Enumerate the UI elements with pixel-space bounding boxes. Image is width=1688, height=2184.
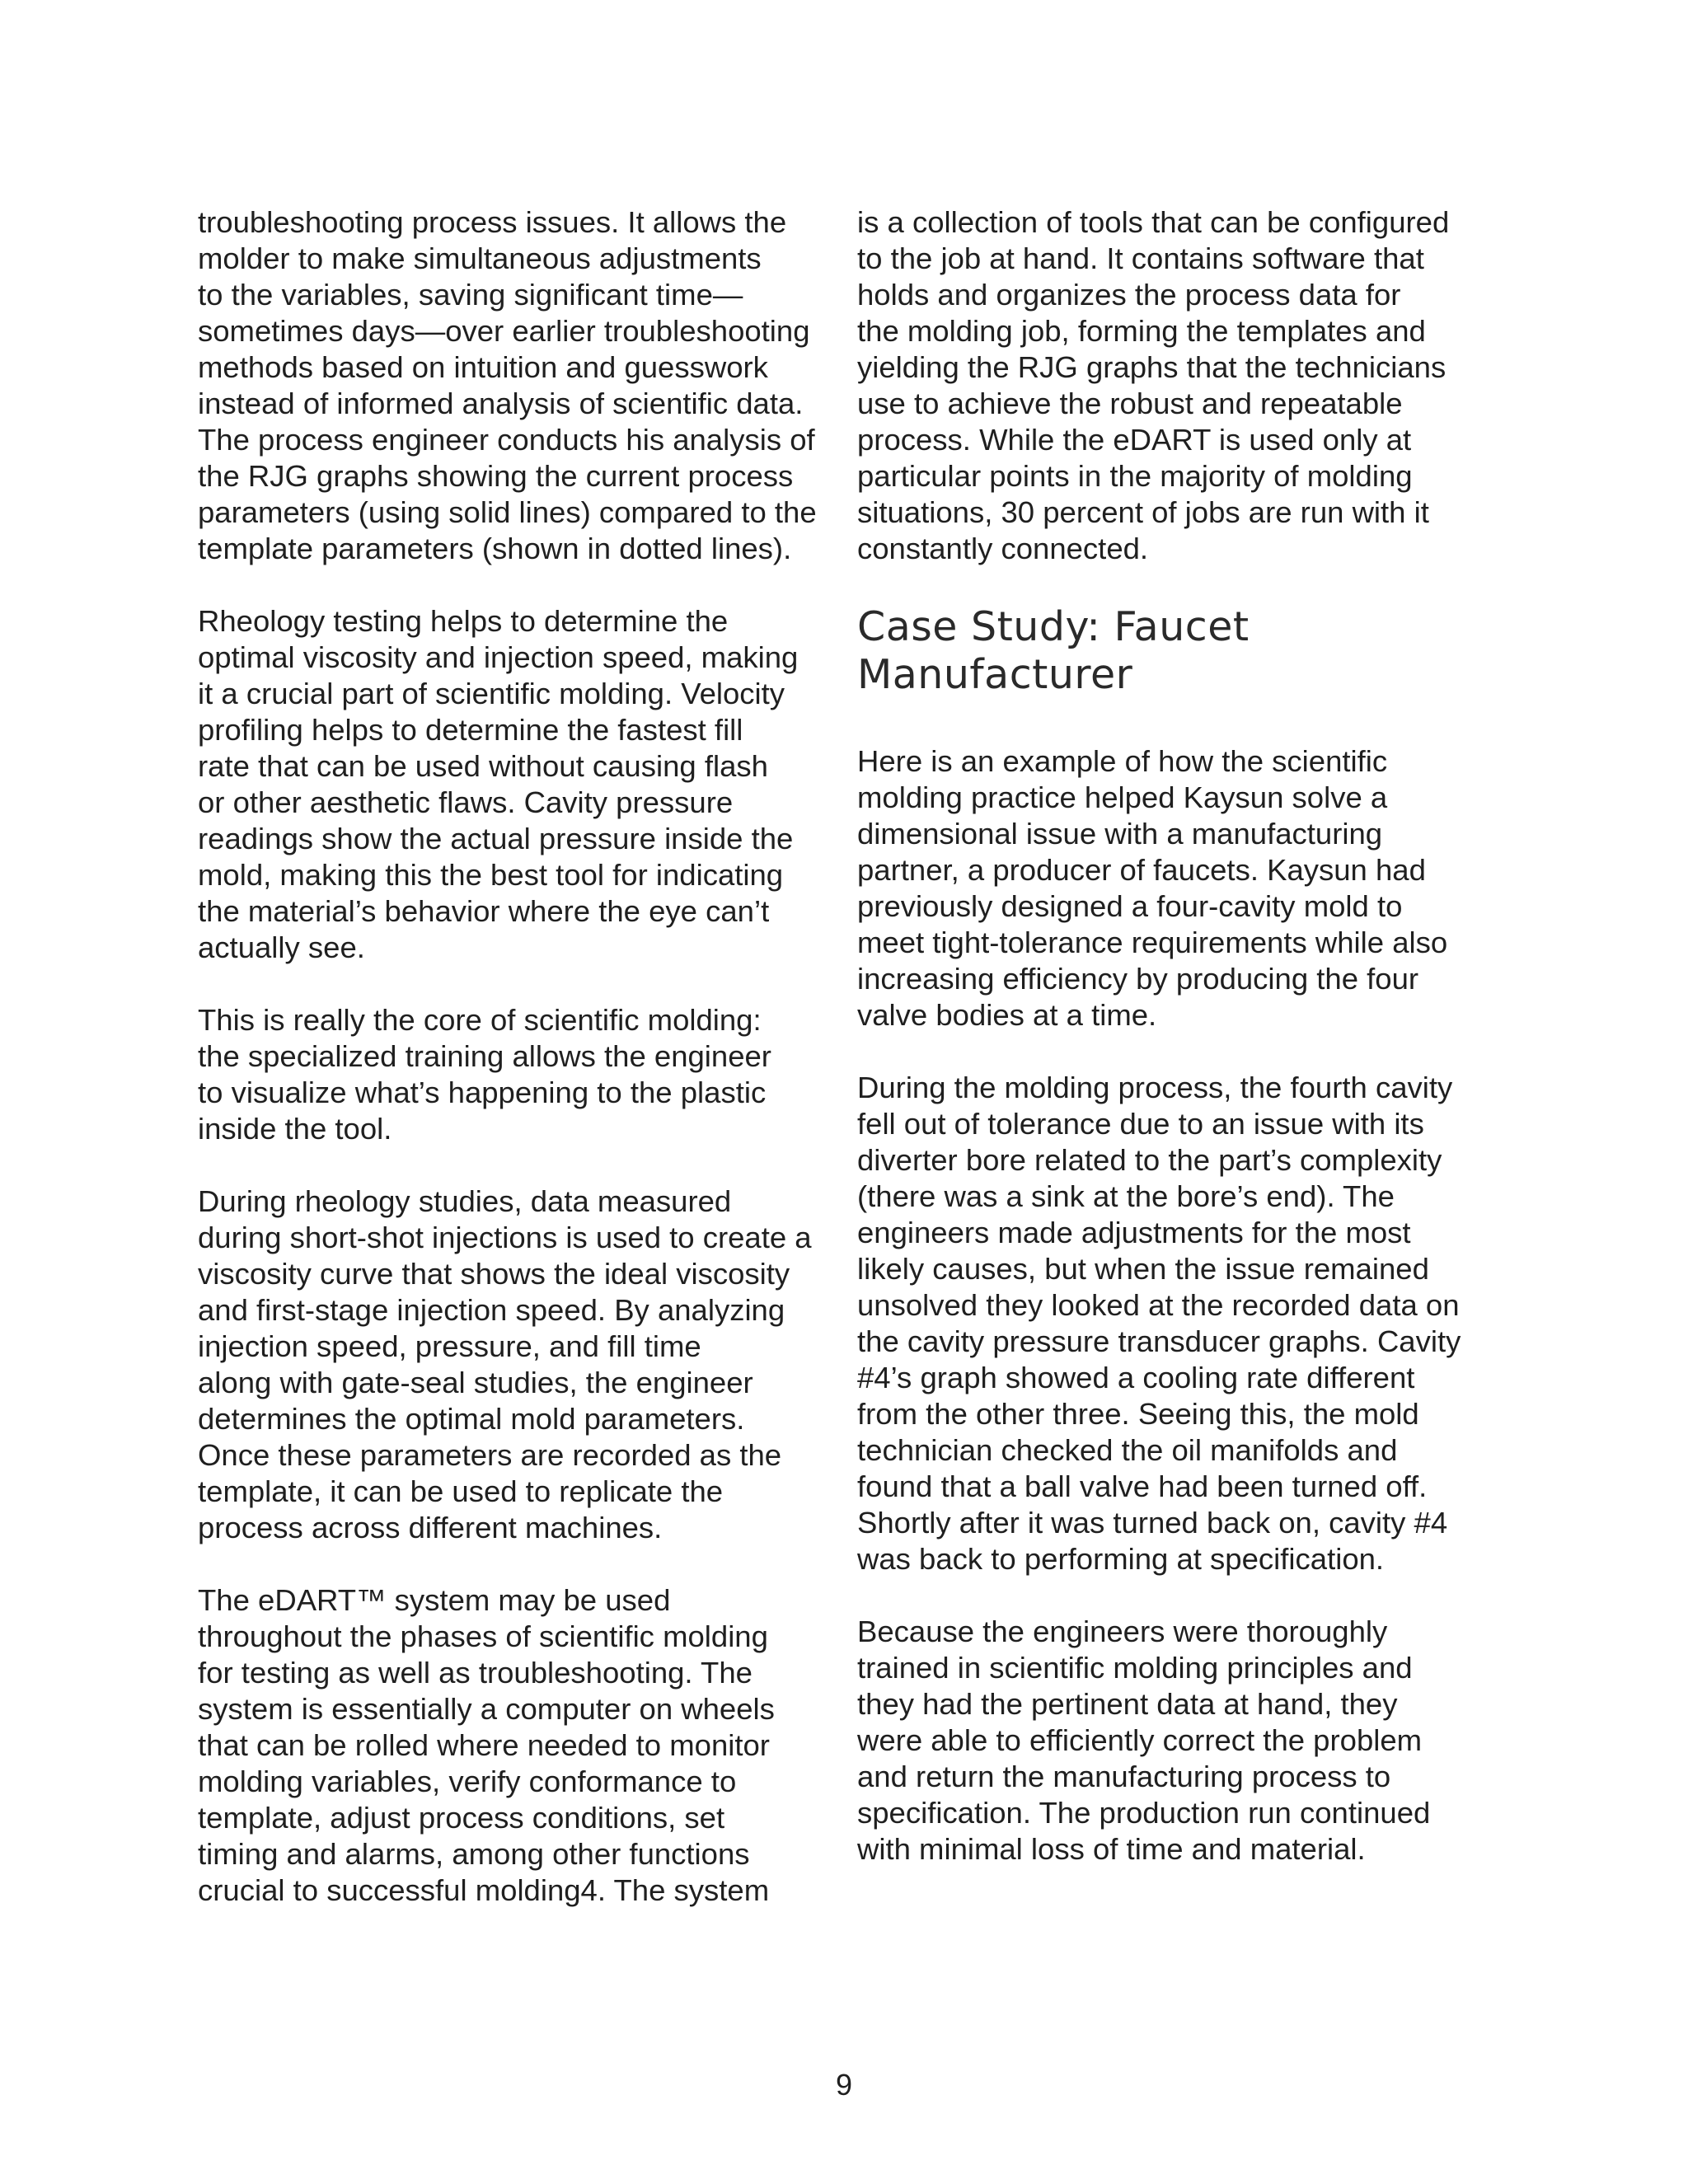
paragraph-conclusion: Because the engineers were thoroughly trained in scientific molding principles and they had the pertinent data at hand, they were able to efficiently correct the problem and return the manufacturing process to specification. The production run continued with minimal loss of time and material. <box>857 1615 1431 1866</box>
paragraph-core-of-scientific-molding: This is really the core of scientific molding: the specialized training allows the engineer to visualize what’s happening to the plastic inside the tool. <box>198 1003 771 1146</box>
section-heading-wrap <box>857 603 1492 699</box>
paragraph-rheology-studies: During rheology studies, data measured during short-shot injections is used to create a viscosity curve that shows the ideal viscosity and first-stage injection speed. By analyzing injection speed, pressure, and fill time along with gate-seal studies, the engineer determines the optimal mold parameters. Once these parameters are recorded as the template, it can be used to replicate the process across different machines. <box>198 1184 812 1544</box>
left-column <box>198 204 832 1945</box>
paragraph-rheology-testing: Rheology testing helps to determine the optimal viscosity and injection speed, making it a crucial part of scientific molding. Velocity profiling helps to determine the fastest fill rate that can be used without causing flash or other aesthetic flaws. Cavity pressure readings show the actual pressure inside the mold, making this the best tool for indicating the material’s behavior where the eye can’t actually see. <box>198 604 799 964</box>
paragraph-edart-continued: is a collection of tools that can be configured to the job at hand. It contains software that holds and organizes the process data for the molding job, forming the templates and yielding the RJG graphs that the technicians use to achieve the robust and repeatable process. While the eDART is used only at particular points in the majority of molding situations, 30 percent of jobs are run with it constantly connected. <box>857 205 1450 565</box>
right-column <box>857 204 1492 1904</box>
paragraph-fourth-cavity: During the molding process, the fourth cavity fell out of tolerance due to an issue with its diverter bore related to the part’s complexity (there was a sink at the bore’s end). The engineers made adjustments for the most likely causes, but when the issue remained unsolved they looked at the recorded data on the cavity pressure transducer graphs. Cavity #4’s graph showed a cooling rate different from the other three. Seeing this, the mold technician checked the oil manifolds and found that a ball valve had been turned off. Shortly after it was turned back on, cavity #4 was back to performing at specification. <box>857 1071 1461 1576</box>
section-heading-case-study: Case Study: Faucet Manufacturer <box>857 603 1250 698</box>
page-number: 9 <box>835 2068 853 2102</box>
paragraph-kaysun-example: Here is an example of how the scientific molding practice helped Kaysun solve a dimensional issue with a manufacturing partner, a producer of faucets. Kaysun had previously designed a four-cavity mold to meet tight-tolerance requirements while also increasing efficiency by producing the four valve bodies at a time. <box>857 744 1448 1032</box>
paragraph-troubleshooting: troubleshooting process issues. It allows the molder to make simultaneous adjustments to the variables, saving significant time— sometimes days—over earlier troubleshooting methods based on intuition and guesswork instead of informed analysis of scientific data. The process engineer conducts his analysis of the RJG graphs showing the current process parameters (using solid lines) compared to the template parameters (shown in dotted lines). <box>198 205 817 565</box>
paragraph-edart-system: The eDART™ system may be used throughout the phases of scientific molding for testing as well as troubleshooting. The system is essentially a computer on wheels that can be rolled where needed to monitor molding variables, verify conformance to template, adjust process conditions, set timing and alarms, among other functions crucial to successful molding4. The system <box>198 1583 775 1907</box>
